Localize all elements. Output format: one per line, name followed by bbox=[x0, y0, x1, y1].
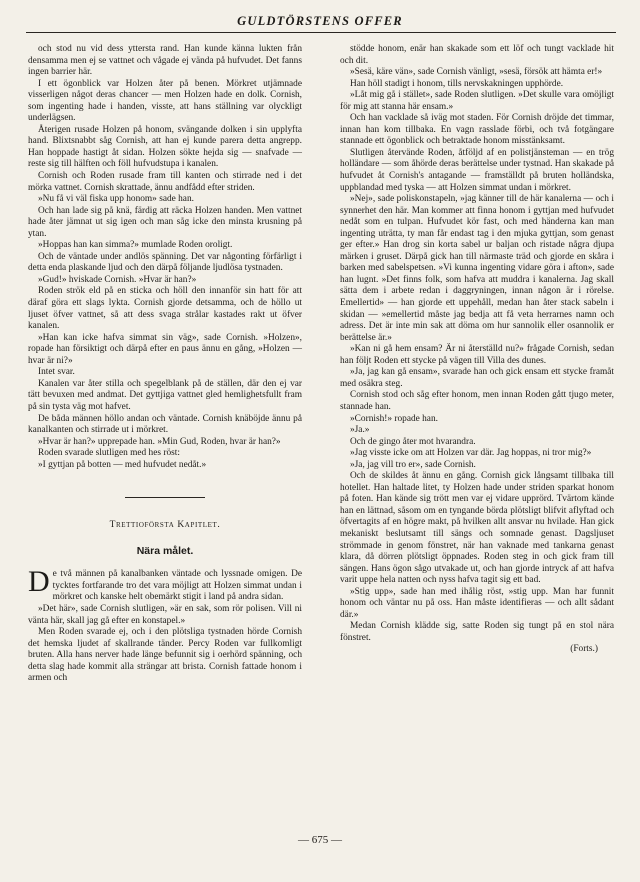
paragraph: »Det här», sade Cornish slutligen, »är en sak, som rör polisen. Vill ni vänta här, skall jag gå efter en konstapel.» bbox=[28, 603, 302, 626]
paragraph: stödde honom, enär han skakade som ett löf och tungt vacklade hit och dit. bbox=[340, 44, 614, 66]
chapter-heading: Trettioförsta Kapitlet. bbox=[109, 520, 221, 531]
paragraph: Roden svarade slutligen med hes röst: bbox=[38, 448, 180, 459]
paragraph: »Låt mig gå i stället», sade Roden slutligen. »Det skulle vara omöjligt för mig att stanna här ensam.» bbox=[340, 90, 614, 112]
section-title: Nära målet. bbox=[136, 544, 194, 557]
paragraph: »Cornish!» ropade han. bbox=[350, 413, 438, 424]
paragraph: Och han vacklade så iväg mot staden. För Cornish dröjde det timmar, innan han kom tillbaka. En vagn rasslade förbi, och två fotgängare stannade ett ögonblick och betraktade honom misstänksamt. bbox=[340, 113, 614, 147]
drop-cap: D bbox=[28, 565, 50, 599]
paragraph: Cornish stod och såg efter honom, men innan Roden gått tjugo meter, stannade han. bbox=[340, 390, 614, 412]
paragraph: »Sesä, käre vän», sade Cornish vänligt, »sesä, försök att hämta er!» bbox=[350, 67, 603, 78]
right-paragraphs bbox=[340, 44, 614, 644]
paragraph: Kanalen var åter stilla och spegelblank på de ställen, där den ej var tätt bevuxen med andmat. Det gyttjiga vattnet gled hemlighetsfullt fram på sin tysta väg mot hafvet. bbox=[28, 378, 302, 412]
left-paragraphs-before bbox=[28, 44, 302, 471]
left-column bbox=[28, 44, 302, 685]
page-number: — 675 — bbox=[298, 834, 342, 846]
paragraph: och stod nu vid dess yttersta rand. Han kunde känna lukten från densamma men ej se vattnet och vågade ej vända på hufvudet. Det fanns ingen barrier här. bbox=[28, 44, 302, 78]
running-header: GULDTÖRSTENS OFFER bbox=[237, 14, 403, 28]
paragraph: »Ja, jag vill tro er», sade Cornish. bbox=[350, 459, 476, 470]
first-paragraph-text: e två männen på kanalbanken väntade och lyssnade omigen. De tycktes fortfarande tro det vara möjligt att Holzen simmat undan i mörkret och kanske helt obemärkt stigit i land på andra sidan. bbox=[52, 569, 302, 603]
paragraph: Roden strök eld på en sticka och höll den innanför sin hatt för att däraf göra ett slags lykta. Cornish gjorde detsamma, och de höllo ut ljuset öfver vattnet, så att dess svaga strålar kastades rakt ut öfver kanalen. bbox=[28, 286, 302, 332]
paragraph: De båda männen höllo andan och väntade. Cornish knäböjde ännu på kanalkanten och stirrade ut i mörkret. bbox=[28, 413, 302, 436]
paragraph: Medan Cornish klädde sig, satte Roden sig tungt på en stol nära fönstret. bbox=[340, 621, 614, 643]
paragraph: Och de skildes åt ännu en gång. Cornish gick långsamt tillbaka till hotellet. Han haltade litet, ty Holzen hade under striden sparkat honom på foten. Han kände sig trött men var ej vidare upprörd. Tvärtom kände han en lättnad, såsom om en tyngande börda plötsligt blifvit aflyftad och öfvertagits af en högre makt, på hvilken allt ansvar nu hvilade. Han gick mekaniskt beslutsamt till sängs och somnade genast. Dagsljuset strömmade in genom fönstret, när han vaknade med tankarna genast klara, då dörren plötsligt öppnades. Roden steg in och gick fram till sängen. Hans ögon sågo utvakade ut, och han gjorde intryck af att hafva varit uppe hela natten och nyss hafva tagit sig ett bad. bbox=[340, 471, 614, 586]
paragraph: Cornish och Roden rusade fram till kanten och stirrade ned i det mörka vattnet. Cornish skrattade, ännu andfådd efter striden. bbox=[28, 171, 302, 193]
paragraph: »Jag visste icke om att Holzen var där. Jag hoppas, ni tror mig?» bbox=[350, 448, 592, 459]
section-separator bbox=[125, 497, 205, 498]
paragraph: »Hvar är han?» upprepade han. »Min Gud, Roden, hvar är han?» bbox=[38, 436, 281, 447]
paragraph: »Stig upp», sade han med ihålig röst, »stig upp. Man har funnit honom och väntar nu på oss. Han måste identifieras — och allt sådant där.» bbox=[340, 586, 614, 620]
paragraph: Intet svar. bbox=[38, 367, 75, 378]
paragraph: »Nu få vi väl fiska upp honom» sade han. bbox=[38, 194, 194, 205]
paragraph: »Han kan icke hafva simmat sin väg», sade Cornish. »Holzen», ropade han försiktigt och därpå efter en paus ännu en gång, »Holzen — hvar är ni?» bbox=[28, 332, 302, 366]
header-rule bbox=[26, 32, 616, 33]
paragraph: »Ja.» bbox=[350, 425, 370, 436]
left-paragraphs-after bbox=[28, 604, 302, 685]
paragraph: Men Roden svarade ej, och i den plötsliga tystnaden hörde Cornish det hemska ljudet af skallrande tänder. Percy Roden var fullkomligt bruten. Alla hans nerver hade länge befunnit sig i oerhörd spänning, och detta slag hade kommit alla strängar att brista. Cornish fattade honom i armen och bbox=[28, 627, 302, 684]
paragraph: Och han lade sig på knä, färdig att räcka Holzen handen. Men vattnet hade åter jämnat ut sig igen och man såg icke den minsta krusning på ytan. bbox=[28, 205, 302, 239]
paragraph: »I gyttjan på botten — med hufvudet nedåt.» bbox=[38, 459, 207, 470]
paragraph: Han höll stadigt i honom, tills nervskakningen upphörde. bbox=[350, 78, 564, 89]
paragraph: »Ja, jag kan gå ensam», svarade han och gick ensam ett stycke framåt med osäkra steg. bbox=[340, 367, 614, 389]
paragraph: Och de väntade under andlös spänning. Det var någonting förfärligt i detta enda plaskande ljud och den därpå följande ljudlösa tystnaden. bbox=[28, 251, 302, 274]
paragraph: Återigen rusade Holzen på honom, svängande dolken i sin upplyfta hand. Blixtsnabbt såg Cornish, att han ej kunde parera detta angrepp. Han hoppade hastigt åt sidan. Holzen sökte hejda sig — snafvade — reste sig till hälften och föll hufvudstupa i kanalen. bbox=[28, 124, 302, 170]
paragraph: Slutligen återvände Roden, åtföljd af en polistjänsteman — en trög holländare — som åhörde deras berättelse under tystnad. Han skakade på hufvudet åt Cornish's antagande — framställdt på bruten holländska, uppblandad med tyska — att Holzen simmat undan i mörkret. bbox=[340, 147, 614, 193]
right-column bbox=[340, 44, 614, 656]
paragraph: I ett ögonblick var Holzen åter på benen. Mörkret utjämnade visserligen något deras chancer — men Holzen hade en dolk. Cornish, som ingenting hade i handen, visste, att hans ställning var olyckligt underlägsen. bbox=[28, 78, 302, 124]
continued-note: (Forts.) bbox=[570, 644, 598, 655]
paragraph: »Kan ni gå hem ensam? Är ni återställd nu?» frågade Cornish, sedan han följt Roden ett stycke på vägen till Villa des dunes. bbox=[340, 344, 614, 366]
paragraph: Och de gingo åter mot hvarandra. bbox=[350, 436, 476, 447]
paragraph: »Gud!» hviskade Cornish. »Hvar är han?» bbox=[38, 274, 197, 285]
paragraph: »Hoppas han kan simma?» mumlade Roden oroligt. bbox=[38, 240, 233, 251]
first-paragraph bbox=[28, 565, 302, 604]
paragraph: »Nej», sade poliskonstapeln, »jag känner till de här kanalerna — och i synnerhet den här. Man kommer att finna honom i gyttjan med hufvudet nedåt som en tulpan. Hufvudet kör fast, och med händerna kan man ingenting uträtta, ty man får endast tag i den mjuka gyttjan, som genast ger efter.» Han drog sin korta sabel ur baljan och ristade några djupa märken i gruset. Därpå gick han till närmaste träd och gjorde en skåra i barken med sabelspetsen. »Vi kunna ingenting vidare göra i afton», sade han lugnt. »Det finns folk, som hafva att muddra i kanalerna. Jag skall sätta dem i arbete redan i daggryningen, innan någon är i rörelse. Emellertid» — han gjorde ett uppehåll, medan han åter stack sabeln i skidan — »emellertid måste jag bedja att få veta herrarnes namn och adress. Det är inte min sak att döma om hur sannolik eller osannolik er berättelse är.» bbox=[340, 194, 614, 343]
